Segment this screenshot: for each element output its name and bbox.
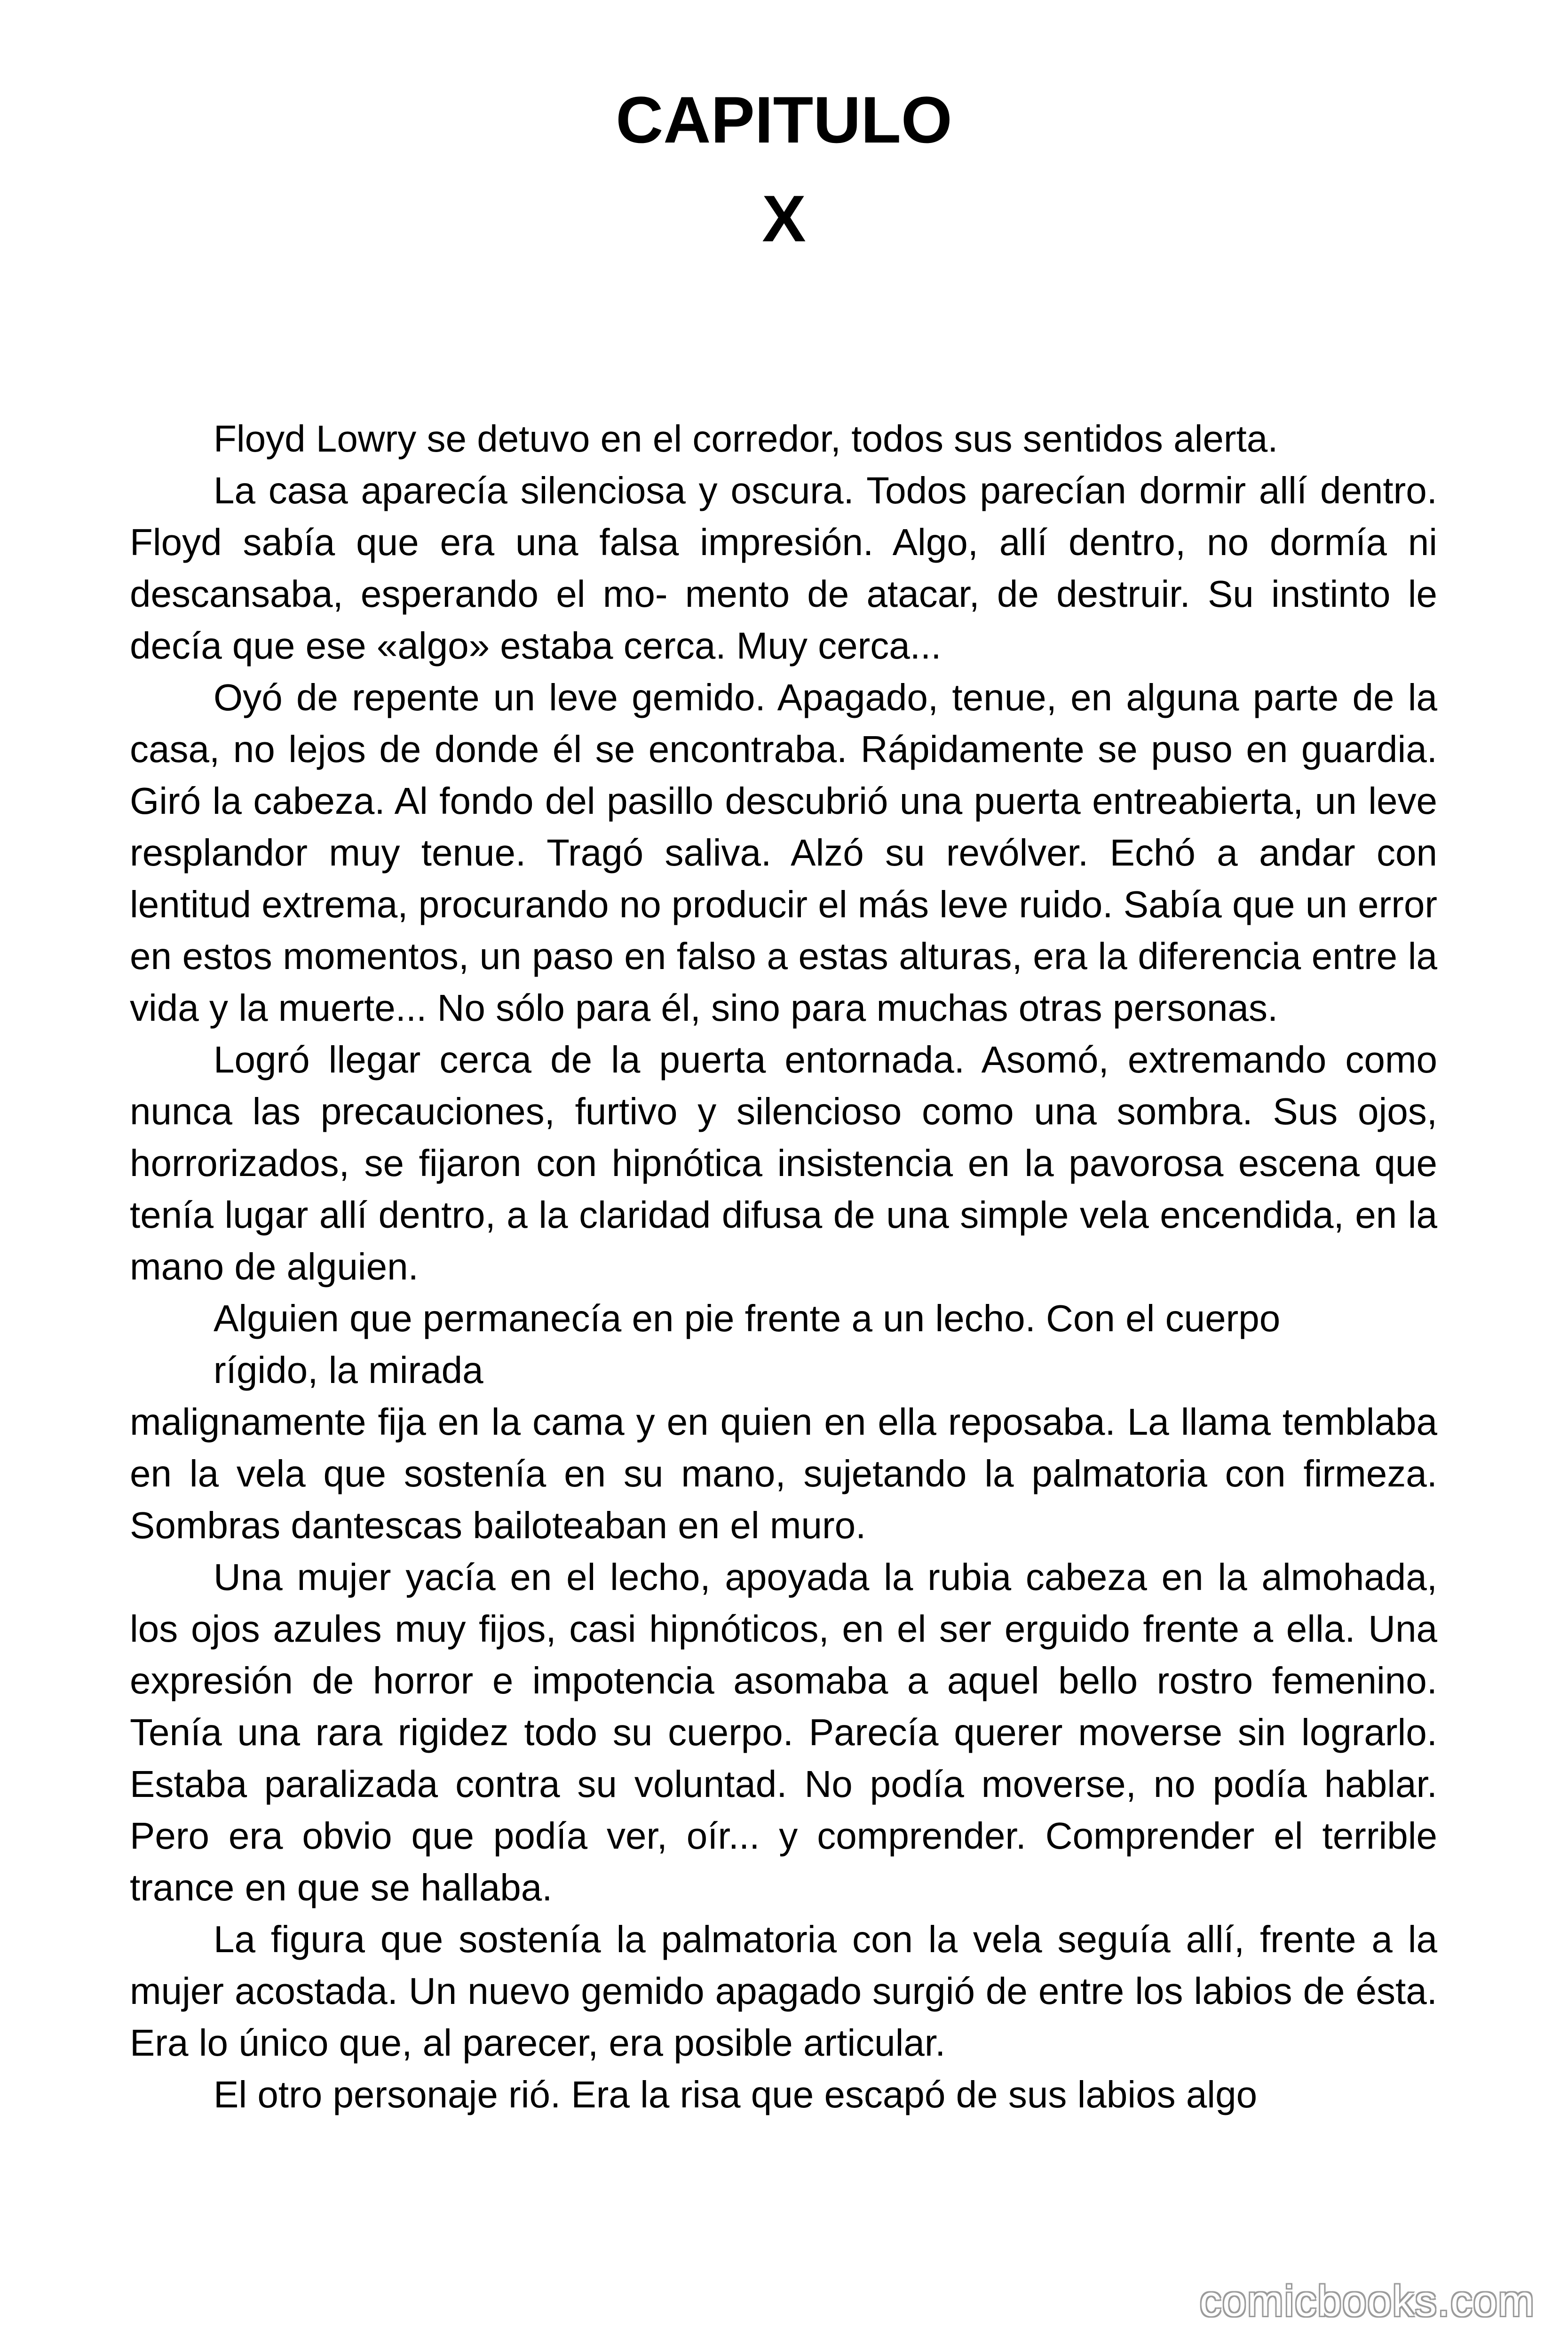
paragraph: Floyd Lowry se detuvo en el corredor, todos sus sentidos alerta. (214, 418, 1278, 460)
paragraph: La figura que sostenía la palmatoria con la vela seguía allí, frente a la mujer acostada. Un nuevo gemido apagado surgió de entre los labios de ésta. Era lo único que, al parecer, era posible articular. (130, 1918, 1437, 2064)
watermark: comicbooks.com (1199, 2277, 1535, 2325)
chapter-number: X (762, 182, 806, 255)
paragraph: La casa aparecía silenciosa y oscura. Todos parecían dormir allí dentro. Floyd sabía que era una falsa impresión. Algo, allí dentro, no dormía ni descansaba, esperando el mo- mento de atacar, de destruir. Su instinto le decía que ese «algo» estaba cerca. Muy cerca... (130, 469, 1437, 667)
paragraph: Logró llegar cerca de la puerta entornada. Asomó, extremando como nunca las precauciones, furtivo y silencioso como una sombra. Sus ojos, horrorizados, se fijaron con hipnótica insistencia en la pavorosa escena que tenía lugar allí dentro, a la claridad difusa de una simple vela encendida, en la mano de alguien. (130, 1039, 1437, 1287)
paragraph-line: rígido, la mirada (214, 1349, 483, 1391)
chapter-heading (0, 71, 1568, 268)
paragraph-line: Alguien que permanecía en pie frente a un lecho. Con el cuerpo (214, 1297, 1281, 1339)
paragraph-continuation: malignamente fija en la cama y en quien en ella reposaba. La llama temblaba en la vela que sostenía en su mano, sujetando la palmatoria con firmeza. Sombras dantescas bailoteaban en el muro. (130, 1401, 1437, 1546)
chapter-body (130, 413, 1437, 2121)
chapter-label: CAPITULO (616, 83, 952, 157)
paragraph: Una mujer yacía en el lecho, apoyada la rubia cabeza en la almohada, los ojos azules muy fijos, casi hipnóticos, en el ser erguido frente a ella. Una expresión de horror e impotencia asomaba a aquel bello rostro femenino. Tenía una rara rigidez todo su cuerpo. Parecía querer moverse sin lograrlo. Estaba paralizada contra su voluntad. No podía moverse, no podía hablar. Pero era obvio que podía ver, oír... y comprender. Comprender el terrible trance en que se hallaba. (130, 1556, 1437, 1908)
paragraph: Oyó de repente un leve gemido. Apagado, tenue, en alguna parte de la casa, no lejos de donde él se encontraba. Rápidamente se puso en guardia. Giró la cabeza. Al fondo del pasillo descubrió una puerta entreabierta, un leve resplandor muy tenue. Tragó saliva. Alzó su revólver. Echó a andar con lentitud extrema, procurando no producir el más leve ruido. Sabía que un error en estos momentos, un paso en falso a estas alturas, era la diferencia entre la vida y la muerte... No sólo para él, sino para muchas otras personas. (130, 676, 1437, 1029)
paragraph: El otro personaje rió. Era la risa que escapó de sus labios algo (214, 2074, 1258, 2115)
